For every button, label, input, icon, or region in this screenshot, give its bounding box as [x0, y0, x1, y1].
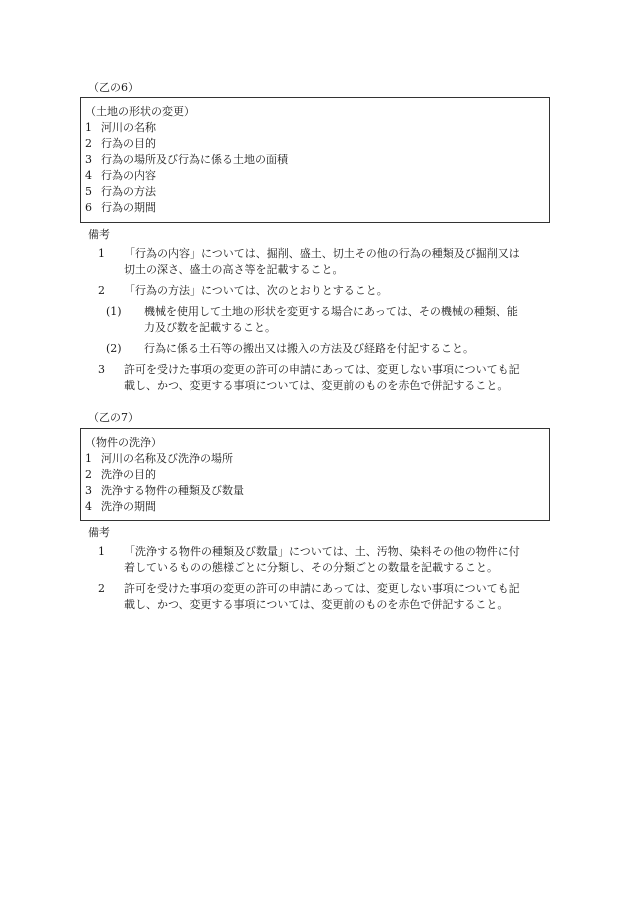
box-title: （土地の形状の変更）: [85, 105, 195, 118]
list-item: 3 洗浄する物件の種類及び数量: [85, 484, 244, 497]
box-title: （物件の洗浄）: [85, 436, 162, 449]
list-item: 4 洗浄の期間: [85, 500, 156, 513]
note-number: 1: [98, 545, 105, 558]
list-item: 1 河川の名称: [85, 121, 156, 134]
section-label-otsu6: （乙の6）: [88, 81, 139, 94]
remarks-otsu7: [88, 525, 558, 613]
remark-note: 1 「洗浄する物件の種類及び数量」については、土、汚物、染料その他の物件に付 着しているものの態様ごとに分類し、その分類ごとの数量を記載すること。: [98, 545, 520, 574]
remarks-heading: 備考: [88, 228, 110, 241]
list-item: 4 行為の内容: [85, 169, 156, 182]
remarks-otsu6: [88, 227, 558, 394]
form-box-object-washing: [80, 428, 550, 521]
remark-note: 3 許可を受けた事項の変更の許可の申請にあっては、変更しない事項についても記 載し、かつ、変更する事項については、変更前のものを赤色で併記すること。: [98, 363, 520, 392]
list-item: 6 行為の期間: [85, 201, 156, 214]
form-box-land-shape-change: [80, 97, 550, 223]
remark-note: 2 「行為の方法」については、次のとおりとすること。: [98, 284, 388, 297]
list-item: 2 行為の目的: [85, 137, 156, 150]
note-number: 1: [98, 247, 105, 260]
remark-sub-item: (1) 機械を使用して土地の形状を変更する場合にあっては、その機械の種類、能 力及び数を記載すること。: [106, 305, 518, 334]
section-label-otsu7: （乙の7）: [88, 411, 139, 424]
remarks-heading: 備考: [88, 526, 110, 539]
list-item: 1 河川の名称及び洗浄の場所: [85, 452, 233, 465]
list-item: 2 洗浄の目的: [85, 468, 156, 481]
note-number: 2: [98, 284, 105, 297]
remark-note: 2 許可を受けた事項の変更の許可の申請にあっては、変更しない事項についても記 載し、かつ、変更する事項については、変更前のものを赤色で併記すること。: [98, 582, 520, 611]
sub-number: (1): [106, 305, 122, 318]
note-number: 2: [98, 582, 105, 595]
list-item: 3 行為の場所及び行為に係る土地の面積: [85, 153, 288, 166]
sub-number: (2): [106, 342, 122, 355]
remark-sub-item: (2) 行為に係る土石等の搬出又は搬入の方法及び経路を付記すること。: [106, 342, 474, 355]
remark-note: 1 「行為の内容」については、掘削、盛土、切土その他の行為の種類及び掘削又は 切土の深さ、盛土の高さ等を記載すること。: [98, 247, 520, 276]
list-item: 5 行為の方法: [85, 185, 156, 198]
note-number: 3: [98, 363, 105, 376]
